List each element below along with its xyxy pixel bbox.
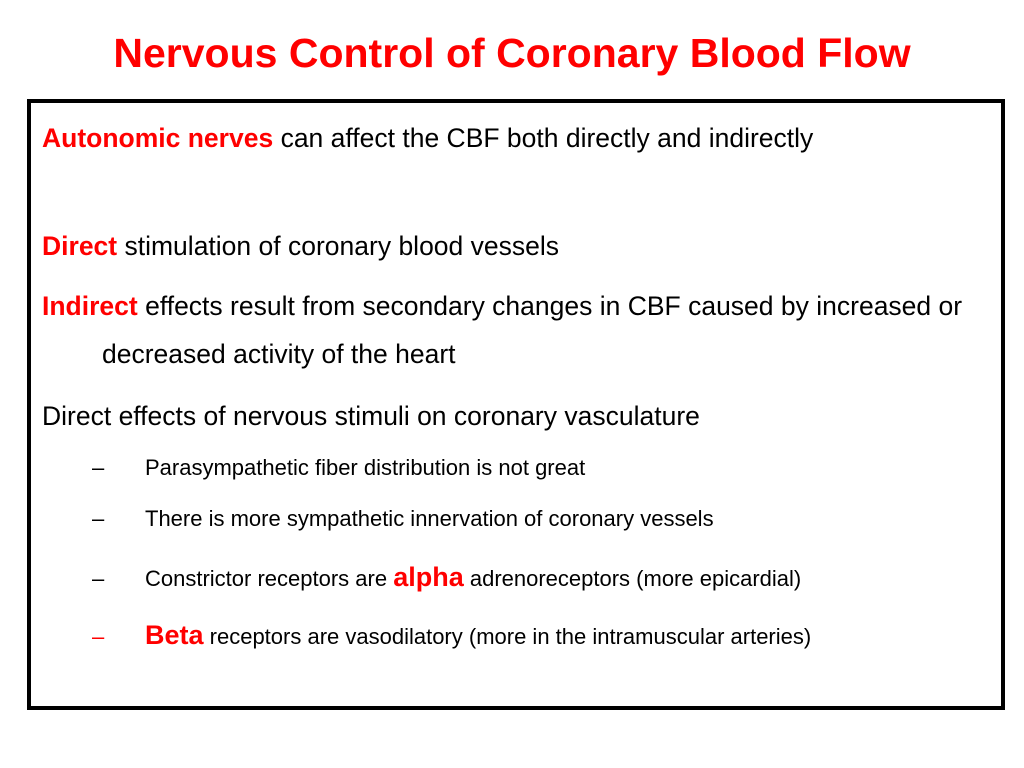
dash-marker: – [92, 624, 105, 649]
sub-bullet-text: Parasympathetic fiber distribution is not great [145, 455, 586, 480]
sub-bullet-text-before: Constrictor receptors are [145, 566, 394, 591]
sub-bullet-sympathetic [92, 503, 997, 535]
dash-marker: – [92, 566, 105, 591]
bullet-autonomic-nerves [42, 114, 1024, 162]
bullet-direct-effects [42, 392, 1024, 440]
sub-bullet-parasympathetic [92, 452, 997, 484]
dash-marker: – [92, 455, 105, 480]
dash-marker: – [92, 506, 105, 531]
sub-bullet-beta [92, 619, 997, 653]
bullet-direct [42, 222, 1024, 270]
sub-bullet-text-after: adrenoreceptors (more epicardial) [463, 566, 802, 591]
bullet-text: can affect the CBF both directly and indirectly [273, 123, 814, 153]
bullet-text: stimulation of coronary blood vessels [117, 231, 560, 261]
sub-bullet-text: There is more sympathetic innervation of coronary vessels [145, 506, 714, 531]
sub-bullet-highlight: Beta [145, 620, 204, 650]
bullet-highlight: Direct [42, 231, 118, 261]
bullet-text: Direct effects of nervous stimuli on coronary vasculature [42, 401, 700, 431]
slide-title: Nervous Control of Coronary Blood Flow [113, 30, 911, 76]
sub-bullet-alpha [92, 561, 997, 595]
content-box [27, 99, 1005, 710]
sub-bullet-text-after: receptors are vasodilatory (more in the intramuscular arteries) [203, 624, 812, 649]
bullet-highlight: Autonomic nerves [42, 123, 274, 153]
bullet-highlight: Indirect [42, 291, 138, 321]
sub-bullet-highlight: alpha [393, 562, 464, 592]
bullet-indirect [42, 282, 1024, 378]
bullet-text: effects result from secondary changes in CBF caused by increased or decreased activity of the heart [102, 291, 963, 369]
